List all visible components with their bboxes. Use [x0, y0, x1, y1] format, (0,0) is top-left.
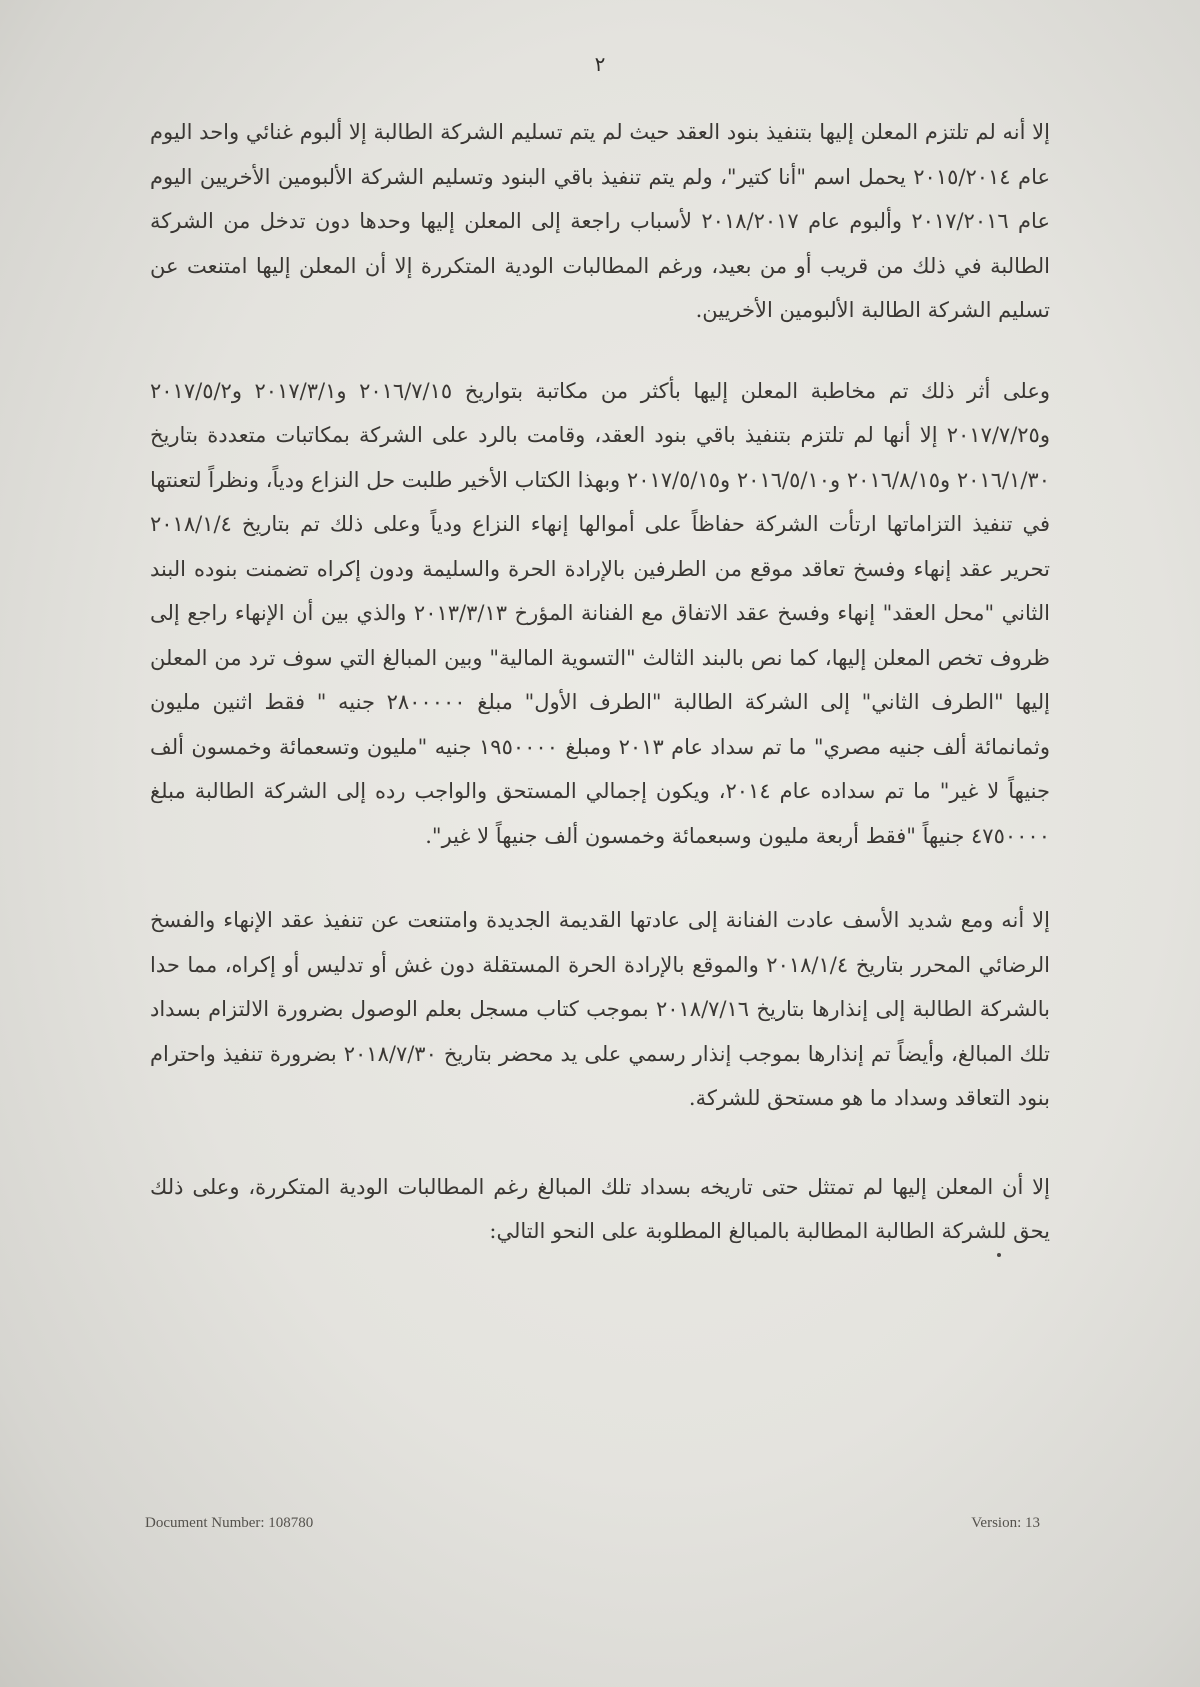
stray-mark — [997, 1253, 1001, 1257]
paragraph-claim-entitlement: إلا أن المعلن إليها لم تمتثل حتى تاريخه بسداد تلك المبالغ رغم المطالبات الودية المتكررة، وعلى ذلك يحق للشركة الطالبة المطالبة بالمبالغ المطلوبة على النحو التالي: — [150, 1174, 1050, 1243]
paragraph-contract-breach: إلا أنه لم تلتزم المعلن إليها بتنفيذ بنود العقد حيث لم يتم تسليم الشركة الطالبة إلا ألبوم غنائي واحد اليوم عام ٢٠١٥/٢٠١٤ يحمل اسم "أنا كتير"، ولم يتم تنفيذ باقي البنود وتسليم الشركة الألبومين الأخريين اليوم عام ٢٠١٧/٢٠١٦ وألبوم عام ٢٠١٨/٢٠١٧ لأسباب راجعة إلى المعلن إليها وحدها دون تدخل من الشركة الطالبة في ذلك من قريب أو من بعيد، ورغم المطالبات الودية المتكررة إلا أن المعلن إليها امتنعت عن تسليم الشركة الطالبة الألبومين الأخريين. — [150, 120, 1050, 322]
version-label: Version: 13 — [971, 1515, 1040, 1531]
page-number: ٢ — [594, 52, 606, 76]
document-body — [150, 110, 1050, 1254]
document-number: Document Number: 108780 — [145, 1515, 314, 1531]
paragraph-correspondence-settlement: وعلى أثر ذلك تم مخاطبة المعلن إليها بأكثر من مكاتبة بتواريخ ٢٠١٦/٧/١٥ و٢٠١٧/٣/١ و٢٠١٧/٥/٢ و٢٠١٧/٧/٢٥ إلا أنها لم تلتزم بتنفيذ باقي بنود العقد، وقامت بالرد على الشركة بمكاتبات متعددة بتاريخ ٢٠١٦/١/٣٠ و٢٠١٦/٨/١٥ و٢٠١٦/٥/١٠ و٢٠١٧/٥/١٥ وبهذا الكتاب الأخير طلبت حل النزاع ودياً، ونظراً لتعنتها في تنفيذ التزاماتها ارتأت الشركة حفاظاً على أموالها إنهاء النزاع ودياً وعلى ذلك تم بتاريخ ٢٠١٨/١/٤ تحرير عقد إنهاء وفسخ تعاقد موقع من الطرفين بالإرادة الحرة والسليمة ودون إكراه تضمنت بنوده البند الثاني "محل العقد" إنهاء وفسخ عقد الاتفاق مع الفنانة المؤرخ ٢٠١٣/٣/١٣ والذي بين أن الإنهاء راجع إلى ظروف تخص المعلن إليها، كما نص بالبند الثالث "التسوية المالية" وبين المبالغ التي سوف ترد من المعلن إليها "الطرف الثاني" إلى الشركة الطالبة "الطرف الأول" مبلغ ٢٨٠٠٠٠٠ جنيه " فقط اثنين مليون وثمانمائة ألف جنيه مصري" ما تم سداد عام ٢٠١٣ ومبلغ ١٩٥٠٠٠٠ جنيه "مليون وتسعمائة وخمسون ألف جنيهاً لا غير" ما تم سداده عام ٢٠١٤، ويكون إجمالي المستحق والواجب رده إلى الشركة الطالبة مبلغ ٤٧٥٠٠٠٠ جنيهاً "فقط أربعة مليون وسبعمائة وخمسون ألف جنيهاً لا غير". — [150, 378, 1051, 848]
page-footer — [145, 1515, 1040, 1532]
paragraph-termination-refusal: إلا أنه ومع شديد الأسف عادت الفنانة إلى عادتها القديمة الجديدة وامتنعت عن تنفيذ عقد الإنهاء والفسخ الرضائي المحرر بتاريخ ٢٠١٨/١/٤ والموقع بالإرادة الحرة المستقلة دون غش أو تدليس أو إكراه، مما حدا بالشركة الطالبة إلى إنذارها بتاريخ ٢٠١٨/٧/١٦ بموجب كتاب مسجل بعلم الوصول بضرورة الالتزام بسداد تلك المبالغ، وأيضاً تم إنذارها بموجب إنذار رسمي على يد محضر بتاريخ ٢٠١٨/٧/٣٠ بضرورة تنفيذ واحترام بنود التعاقد وسداد ما هو مستحق للشركة. — [150, 908, 1051, 1110]
